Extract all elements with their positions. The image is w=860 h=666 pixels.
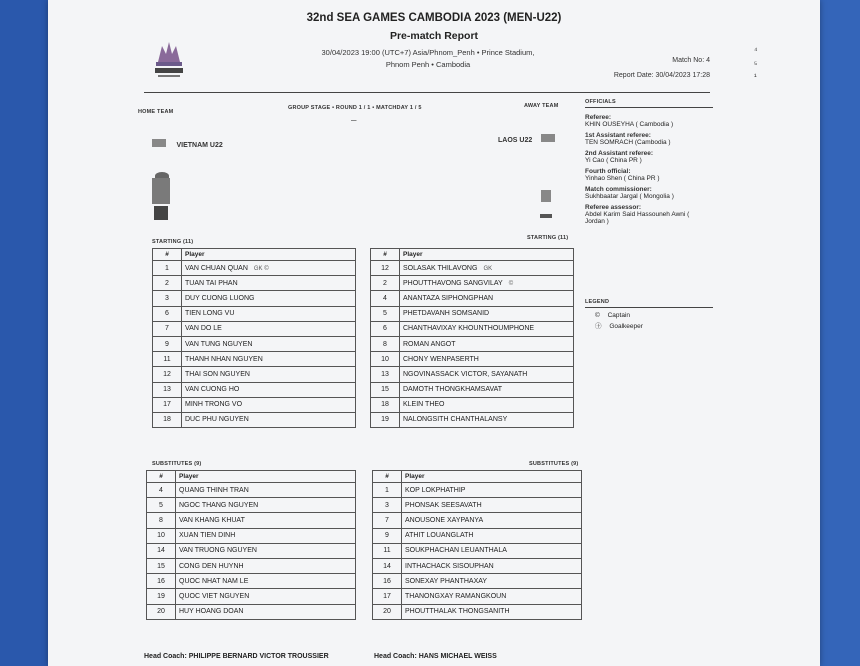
table-row xyxy=(371,382,574,397)
player-name: THANONGXAY RAMANGKOUN xyxy=(405,592,507,600)
player-name: PHONSAK SEESAVATH xyxy=(405,501,482,509)
player-cell xyxy=(182,306,356,321)
table-row xyxy=(147,589,356,604)
table-row xyxy=(153,291,356,306)
table-row xyxy=(147,513,356,528)
official-role: Fourth official: xyxy=(585,168,631,175)
table-row xyxy=(373,589,582,604)
table-row xyxy=(373,558,582,573)
table-row xyxy=(153,367,356,382)
official-role: Referee: xyxy=(585,114,612,121)
table-row xyxy=(371,412,574,427)
player-cell xyxy=(182,276,356,291)
player-number: 6 xyxy=(153,306,182,321)
player-number: 11 xyxy=(153,352,182,367)
player-cell xyxy=(402,513,582,528)
away-starting-table: # Player 12 SOLASAK THILAVONG GK 2 PHOUTTHAVONG SANGVILAY © 4 ANANTAZA SIPHONGPHAN 5 PHETDAVANH SOMSANID 6 CHANTHAVIXAY KHOUNTHOUMPHONE 8 ROMAN ANGOT 10 CHONY WENPASERTH 13 NGOVINASSACK VICTOR, SAYANATH 15 DAMOTH THONGKHAMSAVAT 18 KLEIN THEO 19 NALONGSITH CHANTHALANSY xyxy=(370,248,574,428)
home-team xyxy=(152,134,223,152)
player-name: VAN CHUAN QUAN xyxy=(185,264,248,272)
table-row xyxy=(373,574,582,589)
table-row xyxy=(147,483,356,498)
report-date: Report Date: 30/04/2023 17:28 xyxy=(613,72,710,79)
table-row xyxy=(371,321,574,336)
player-number: 13 xyxy=(153,382,182,397)
player-name: VAN CUONG HO xyxy=(185,386,240,394)
stage-separator: — xyxy=(351,118,357,124)
official-role: Referee assessor: xyxy=(585,204,642,211)
player-number: 2 xyxy=(371,276,400,291)
player-role-icon: © xyxy=(508,280,514,287)
player-name: THAI SON NGUYEN xyxy=(185,370,250,378)
legend-heading: LEGEND xyxy=(585,299,713,308)
legend-goalkeeper: ㊉ Goalkeeper xyxy=(595,323,643,330)
player-role-icon: GK © xyxy=(253,265,269,272)
official-name-cont: Jordan ) xyxy=(585,218,609,225)
player-name: INTHACHACK SISOUPHAN xyxy=(405,562,494,570)
player-number: 7 xyxy=(153,321,182,336)
home-starting-label: STARTING (11) xyxy=(152,239,194,245)
report-subtitle: Pre-match Report xyxy=(389,30,479,42)
table-row xyxy=(373,528,582,543)
vietnam-flag-icon xyxy=(152,139,166,147)
table-row xyxy=(371,352,574,367)
player-name: KLEIN THEO xyxy=(403,401,445,409)
player-name: NALONGSITH CHANTHALANSY xyxy=(403,416,508,424)
player-cell xyxy=(402,604,582,619)
table-row xyxy=(153,397,356,412)
player-cell xyxy=(176,528,356,543)
player-cell xyxy=(400,321,574,336)
official-name: Yinhao Shen ( China PR ) xyxy=(585,175,660,182)
laos-flag-icon xyxy=(541,134,555,142)
table-row xyxy=(371,291,574,306)
player-number: 14 xyxy=(373,558,402,573)
player-number: 8 xyxy=(147,513,176,528)
player-number: 14 xyxy=(147,543,176,558)
player-name: SONEXAY PHANTHAXAY xyxy=(405,577,488,585)
officials-panel xyxy=(585,99,713,229)
home-subs-label: SUBSTITUTES (9) xyxy=(152,461,202,467)
player-cell xyxy=(400,306,574,321)
player-name: CHANTHAVIXAY KHOUNTHOUMPHONE xyxy=(403,325,535,333)
player-name: PHOUTTHAVONG SANGVILAY xyxy=(403,279,503,287)
edge-mark-3: ¹ xyxy=(754,72,757,81)
player-number: 9 xyxy=(153,336,182,351)
player-name: CHONY WENPASERTH xyxy=(403,355,479,363)
player-name: PHETDAVANH SOMSANID xyxy=(403,310,490,318)
table-row xyxy=(371,336,574,351)
away-team-name: LAOS U22 xyxy=(498,137,533,144)
player-number: 15 xyxy=(147,558,176,573)
player-name: HUY HOANG DOAN xyxy=(179,608,244,616)
player-name: ATHIT LOUANGLATH xyxy=(405,532,474,540)
header-divider xyxy=(144,92,710,93)
legend-panel xyxy=(585,299,713,330)
player-name: ANOUSONE XAYPANYA xyxy=(405,516,484,524)
table-row xyxy=(153,352,356,367)
player-number: 17 xyxy=(373,589,402,604)
table-row xyxy=(153,382,356,397)
away-team xyxy=(498,129,555,147)
player-name: XUAN TIEN DINH xyxy=(179,532,236,540)
table-row xyxy=(153,261,356,276)
match-number: Match No: 4 xyxy=(672,57,710,64)
home-team-label: HOME TEAM xyxy=(138,109,174,115)
report-sheet xyxy=(48,0,820,666)
player-number: 2 xyxy=(153,276,182,291)
player-name: SOUKPHACHAN LEUANTHALA xyxy=(405,547,507,555)
official-role: 2nd Assistant referee: xyxy=(585,150,654,157)
player-name: PHOUTTHALAK THONGSANITH xyxy=(405,608,510,616)
player-cell xyxy=(176,498,356,513)
official-name: KHIN OUSEYHA ( Cambodia ) xyxy=(585,121,674,128)
captain-icon: © xyxy=(595,312,600,319)
player-name: TUAN TAI PHAN xyxy=(185,279,238,287)
player-number: 18 xyxy=(153,412,182,427)
official-name: Yi Cao ( China PR ) xyxy=(585,157,642,164)
official-name: Abdel Karim Said Hassouneh Awni ( xyxy=(585,211,690,218)
player-cell xyxy=(176,589,356,604)
goalkeeper-icon: ㊉ xyxy=(595,323,602,330)
player-name: ROMAN ANGOT xyxy=(403,340,456,348)
player-role-icon: GK xyxy=(483,265,493,272)
player-name: CONG DEN HUYNH xyxy=(179,562,244,570)
match-info-line2: Phnom Penh • Cambodia xyxy=(385,60,471,69)
table-row xyxy=(371,397,574,412)
table-row xyxy=(373,498,582,513)
player-cell xyxy=(176,574,356,589)
player-name: QUOC NHAT NAM LE xyxy=(179,577,249,585)
table-row xyxy=(147,604,356,619)
background-left xyxy=(0,0,52,666)
player-number: 9 xyxy=(373,528,402,543)
player-number: 13 xyxy=(371,367,400,382)
away-team-label: AWAY TEAM xyxy=(524,103,559,109)
player-number: 12 xyxy=(371,261,400,276)
table-row xyxy=(147,558,356,573)
player-cell xyxy=(402,589,582,604)
player-cell xyxy=(400,382,574,397)
player-name: VAN TUNG NGUYEN xyxy=(185,340,253,348)
officials-list xyxy=(585,114,713,225)
player-number: 7 xyxy=(373,513,402,528)
table-row xyxy=(373,483,582,498)
away-kit-icon xyxy=(541,190,551,202)
table-row xyxy=(153,306,356,321)
player-cell xyxy=(182,336,356,351)
player-number: 1 xyxy=(373,483,402,498)
player-cell xyxy=(182,321,356,336)
table-row xyxy=(371,367,574,382)
player-number: 10 xyxy=(371,352,400,367)
player-number: 3 xyxy=(373,498,402,513)
player-number: 16 xyxy=(147,574,176,589)
official-entry xyxy=(585,114,713,128)
away-starting-label: STARTING (11) xyxy=(527,235,569,241)
official-entry xyxy=(585,168,713,182)
player-cell xyxy=(176,604,356,619)
player-name: DUY CUONG LUONG xyxy=(185,294,255,302)
player-name: VAN TRUONG NGUYEN xyxy=(179,547,257,555)
player-name: QUANG THINH TRAN xyxy=(179,486,249,494)
player-number: 10 xyxy=(147,528,176,543)
official-entry xyxy=(585,150,713,164)
table-row xyxy=(153,321,356,336)
player-number: 20 xyxy=(147,604,176,619)
table-row xyxy=(373,604,582,619)
player-number: 5 xyxy=(371,306,400,321)
player-cell xyxy=(182,412,356,427)
official-role: 1st Assistant referee: xyxy=(585,132,651,139)
player-name: DAMOTH THONGKHAMSAVAT xyxy=(403,386,503,394)
table-row xyxy=(373,543,582,558)
edge-mark-2: ⁵ xyxy=(754,60,758,69)
stage-text: GROUP STAGE • ROUND 1 / 1 • MATCHDAY 1 / 5 xyxy=(288,105,422,111)
home-starting-table: # Player 1 VAN CHUAN QUAN GK © 2 TUAN TAI PHAN 3 DUY CUONG LUONG 6 TIEN LONG VU 7 VAN DO LE 9 VAN TUNG NGUYEN 11 THANH NHAN NGUYEN 12 THAI SON NGUYEN 13 VAN CUONG HO 17 MINH TRONG VO 18 DUC PHU NGUYEN xyxy=(152,248,356,428)
player-cell xyxy=(400,261,574,276)
player-number: 6 xyxy=(371,321,400,336)
player-name: VAN DO LE xyxy=(185,325,222,333)
player-cell xyxy=(176,558,356,573)
player-cell xyxy=(400,412,574,427)
table-row xyxy=(153,412,356,427)
table-row xyxy=(147,528,356,543)
player-cell xyxy=(400,336,574,351)
player-name: QUOC VIET NGUYEN xyxy=(179,592,250,600)
player-cell xyxy=(176,543,356,558)
player-cell xyxy=(402,528,582,543)
player-number: 8 xyxy=(371,336,400,351)
player-cell xyxy=(400,397,574,412)
player-cell xyxy=(182,367,356,382)
match-info-line1: 30/04/2023 19:00 (UTC+7) Asia/Phnom_Penh • Prince Stadium, xyxy=(321,48,535,57)
official-name: Sukhbaatar Jargal ( Mongolia ) xyxy=(585,193,674,200)
table-row xyxy=(153,336,356,351)
home-head-coach: Head Coach: PHILIPPE BERNARD VICTOR TROUSSIER xyxy=(144,653,329,660)
player-number: 11 xyxy=(373,543,402,558)
player-cell xyxy=(402,483,582,498)
official-entry xyxy=(585,204,713,225)
table-row xyxy=(371,261,574,276)
player-cell xyxy=(182,352,356,367)
home-team-name: VIETNAM U22 xyxy=(176,142,223,149)
official-name: TEN SOMRACH (Cambodia ) xyxy=(585,139,671,146)
player-cell xyxy=(402,498,582,513)
player-cell xyxy=(400,291,574,306)
player-cell xyxy=(182,382,356,397)
player-number: 19 xyxy=(147,589,176,604)
player-name: TIEN LONG VU xyxy=(185,310,235,318)
player-number: 3 xyxy=(153,291,182,306)
player-name: DUC PHU NGUYEN xyxy=(185,416,249,424)
player-name: KOP LOKPHATHIP xyxy=(405,486,466,494)
player-cell xyxy=(182,397,356,412)
player-cell xyxy=(182,261,356,276)
official-entry xyxy=(585,132,713,146)
away-subs-table: # Player 1 KOP LOKPHATHIP 3 PHONSAK SEESAVATH 7 ANOUSONE XAYPANYA 9 ATHIT LOUANGLATH 11 SOUKPHACHAN LEUANTHALA 14 INTHACHACK SISOUPHAN 16 SONEXAY PHANTHAXAY 17 THANONGXAY RAMANGKOUN 20 PHOUTTHALAK THONGSANITH xyxy=(372,470,582,620)
player-number: 12 xyxy=(153,367,182,382)
home-kit-shorts xyxy=(154,206,168,220)
player-number: 4 xyxy=(371,291,400,306)
away-kit-shorts xyxy=(540,214,552,218)
player-cell xyxy=(402,574,582,589)
player-name: VAN KHANG KHUAT xyxy=(179,516,245,524)
player-number: 4 xyxy=(147,483,176,498)
edge-mark-1: ⁴ xyxy=(754,46,758,55)
player-cell xyxy=(176,513,356,528)
player-cell xyxy=(402,558,582,573)
player-number: 1 xyxy=(153,261,182,276)
table-row xyxy=(373,513,582,528)
legend-captain: © Captain xyxy=(595,312,631,319)
table-row xyxy=(147,498,356,513)
player-name: ANANTAZA SIPHONGPHAN xyxy=(403,294,494,302)
table-row xyxy=(147,574,356,589)
away-head-coach: Head Coach: HANS MICHAEL WEISS xyxy=(374,653,497,660)
player-cell xyxy=(182,291,356,306)
player-cell xyxy=(400,367,574,382)
table-row xyxy=(371,276,574,291)
table-row xyxy=(371,306,574,321)
player-name: SOLASAK THILAVONG xyxy=(403,264,478,272)
sea-games-logo xyxy=(148,40,190,86)
official-entry xyxy=(585,186,713,200)
officials-heading: OFFICIALS xyxy=(585,99,713,108)
player-number: 17 xyxy=(153,397,182,412)
report-title: 32nd SEA GAMES CAMBODIA 2023 (MEN-U22) xyxy=(306,12,562,24)
player-name: NGOVINASSACK VICTOR, SAYANATH xyxy=(403,370,528,378)
player-cell xyxy=(176,483,356,498)
player-number: 5 xyxy=(147,498,176,513)
table-row xyxy=(147,543,356,558)
player-number: 15 xyxy=(371,382,400,397)
player-name: NGOC THANG NGUYEN xyxy=(179,501,259,509)
player-cell xyxy=(400,352,574,367)
official-role: Match commissioner: xyxy=(585,186,652,193)
home-subs-table: # Player 4 QUANG THINH TRAN 5 NGOC THANG NGUYEN 8 VAN KHANG KHUAT 10 XUAN TIEN DINH 14 VAN TRUONG NGUYEN 15 CONG DEN HUYNH 16 QUOC NHAT NAM LE 19 QUOC VIET NGUYEN 20 HUY HOANG DOAN xyxy=(146,470,356,620)
player-name: MINH TRONG VO xyxy=(185,401,243,409)
away-subs-label: SUBSTITUTES (9) xyxy=(529,461,579,467)
player-cell xyxy=(402,543,582,558)
player-number: 18 xyxy=(371,397,400,412)
home-kit-shirt xyxy=(152,178,170,204)
player-number: 20 xyxy=(373,604,402,619)
table-row xyxy=(153,276,356,291)
player-name: THANH NHAN NGUYEN xyxy=(185,355,263,363)
player-number: 19 xyxy=(371,412,400,427)
player-cell xyxy=(400,276,574,291)
player-number: 16 xyxy=(373,574,402,589)
